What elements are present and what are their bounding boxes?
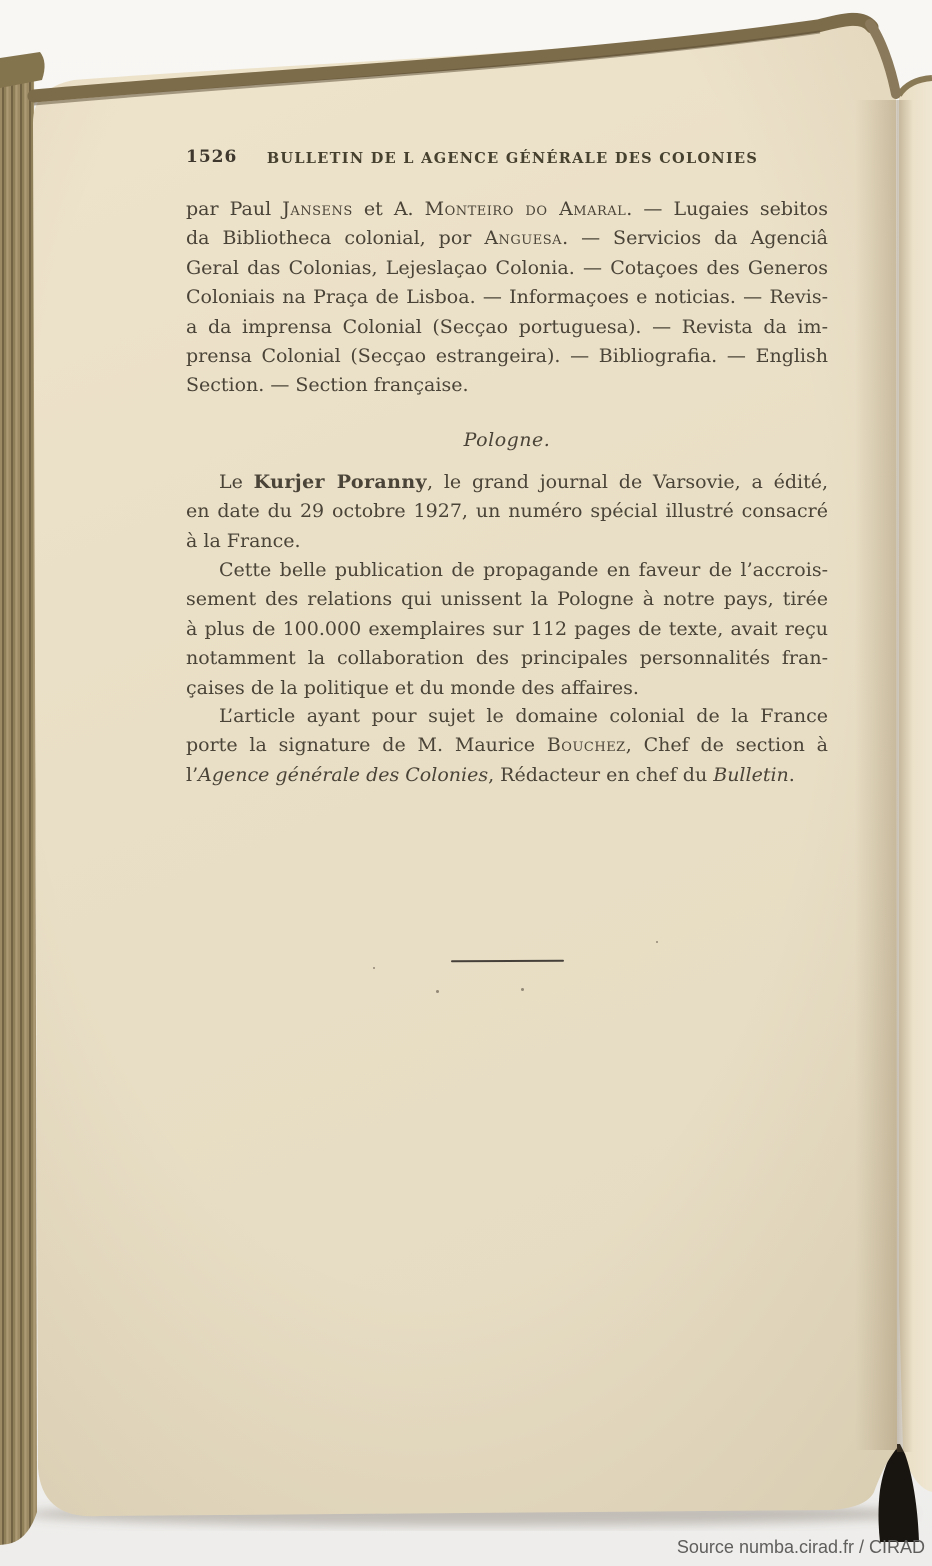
text-line: çaises de la politique et du monde des affaires. — [186, 676, 639, 699]
section-heading: Pologne. — [463, 429, 551, 451]
text-line: L’article ayant pour sujet le domaine colonial de la France — [219, 705, 828, 727]
text-line: Geral das Colonias, Lejeslaçao Colonia. — Cotaçoes des Generos — [186, 256, 828, 279]
end-rule — [451, 960, 564, 963]
text-line: prensa Colonial (Secçao estrangeira). — Bibliografia. — English — [186, 344, 828, 367]
ink-speck — [521, 988, 524, 991]
text-line: Section. — Section française. — [186, 374, 469, 397]
paragraph-publication — [186, 556, 828, 703]
text-line: à la France. — [186, 529, 301, 552]
text-line: en date du 29 octobre 1927, un numéro spécial illustré consacré — [186, 500, 828, 523]
text-line: sement des relations qui unissent la Pologne à notre pays, tirée — [186, 588, 828, 611]
ink-speck — [436, 990, 439, 993]
text-line: l’Agence générale des Colonies, Rédacteur en chef du Bulletin. — [186, 763, 795, 786]
ink-speck — [656, 941, 658, 943]
paragraph-article — [186, 702, 828, 790]
text-line: a da imprensa Colonial (Secçao portuguesa). — Revista da im- — [186, 315, 828, 338]
page-number: 1526 — [186, 147, 238, 167]
source-attribution: Source numba.cirad.fr / CIRAD — [676, 1537, 925, 1557]
text-line: par Paul Jansens et A. Monteiro do Amaral. — Lugaies sebitos — [186, 198, 828, 220]
ink-speck — [373, 967, 375, 969]
text-line: Cette belle publication de propagande en faveur de l’accrois- — [219, 559, 828, 581]
text-line: porte la signature de M. Maurice Bouchez, Chef de section à — [186, 734, 828, 757]
paragraph-kurjer-poranny — [186, 468, 828, 556]
text-line: à plus de 100.000 exemplaires sur 112 pages de texte, avait reçu — [186, 617, 828, 640]
text-line: notamment la collaboration des principales personnalités fran- — [186, 647, 828, 670]
text-line: Coloniais na Praça de Lisboa. — Informaçoes e noticias. — Revis- — [186, 286, 828, 309]
text-line: Le Kurjer Poranny, le grand journal de Varsovie, a édité, — [219, 471, 828, 493]
paragraph-contents-list — [186, 195, 828, 401]
running-title: BULLETIN DE L AGENCE GÉNÉRALE DES COLONIES — [266, 150, 759, 167]
text-line: da Bibliotheca colonial, por Anguesa. — Servicios da Agenciâ — [186, 227, 828, 250]
